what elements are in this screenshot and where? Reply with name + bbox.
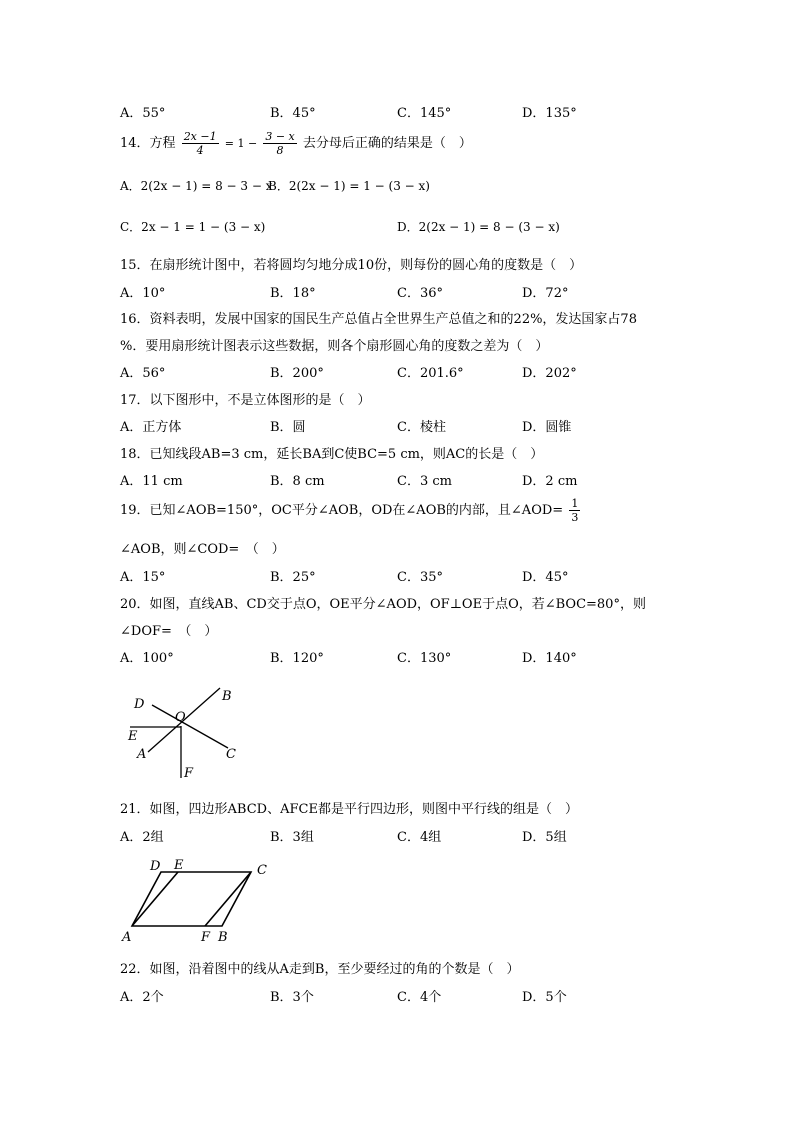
q20-stem-line2: ∠DOF= （ ） bbox=[120, 624, 218, 639]
label-e: E bbox=[128, 729, 138, 744]
q19-line1-text: 19．已知∠AOB=150°，OC平分∠AOB，OD在∠AOB的内部，且∠AOD= bbox=[120, 503, 564, 518]
q17-stem: 17．以下图形中，不是立体图形的是（ ） bbox=[120, 393, 371, 408]
q14-option-b: B．2(2x − 1) = 1 − (3 − x) bbox=[268, 179, 430, 193]
label-b: B bbox=[222, 689, 232, 704]
q13-option-c: C．145° bbox=[397, 106, 452, 121]
q22-option-c: C．4个 bbox=[397, 990, 442, 1005]
q20-option-c: C．130° bbox=[397, 651, 452, 666]
q21-option-a: A．2组 bbox=[120, 830, 164, 845]
q22-stem: 22．如图，沿着图中的线从A走到B，至少要经过的角的个数是（ ） bbox=[120, 962, 520, 977]
q20-option-b: B．120° bbox=[270, 651, 324, 666]
q18-option-d: D．2 cm bbox=[522, 474, 578, 489]
q14-stem bbox=[120, 130, 472, 157]
q19-option-b: B．25° bbox=[270, 570, 316, 585]
q17-option-a: A．正方体 bbox=[120, 420, 182, 435]
q20-stem-line1: 20．如图，直线AB、CD交于点O，OE平分∠AOD，OF⊥OE于点O，若∠BOC=80°，则 bbox=[120, 597, 646, 612]
q21-stem: 21．如图，四边形ABCD、AFCE都是平行四边形，则图中平行线的组是（ ） bbox=[120, 802, 578, 817]
label-o: O bbox=[175, 710, 186, 725]
q14-option-c: C．2x − 1 = 1 − (3 − x) bbox=[120, 220, 266, 234]
q16-option-a: A．56° bbox=[120, 366, 166, 381]
q15-option-b: B．18° bbox=[270, 286, 316, 301]
q16-stem-line2: %．要用扇形统计图表示这些数据，则各个扇形圆心角的度数之差为（ ） bbox=[120, 339, 549, 354]
q14-fraction-1 bbox=[182, 130, 219, 157]
q22-option-b: B．3个 bbox=[270, 990, 314, 1005]
q17-option-d: D．圆锥 bbox=[522, 420, 572, 435]
q21-option-c: C．4组 bbox=[397, 830, 442, 845]
q15-option-c: C．36° bbox=[397, 286, 443, 301]
q15-option-d: D．72° bbox=[522, 286, 569, 301]
q14-frac2-denominator: 8 bbox=[276, 144, 284, 157]
q21-option-b: B．3组 bbox=[270, 830, 314, 845]
label-a: A bbox=[122, 930, 132, 944]
q16-option-d: D．202° bbox=[522, 366, 577, 381]
q21-option-d: D．5组 bbox=[522, 830, 567, 845]
q17-option-b: B．圆 bbox=[270, 420, 306, 435]
q14-frac1-numerator: 2x −1 bbox=[183, 130, 217, 143]
q14-option-a: A．2(2x − 1) = 8 − 3 − x bbox=[120, 179, 273, 193]
q14-suffix: 去分母后正确的结果是（ ） bbox=[302, 136, 472, 151]
q14-frac1-denominator: 4 bbox=[196, 144, 204, 157]
q13-option-a: A．55° bbox=[120, 106, 166, 121]
q14-fraction-2 bbox=[263, 130, 296, 157]
q16-stem-line1: 16．资料表明，发展中国家的国民生产总值占全世界生产总值之和的22%，发达国家占78 bbox=[120, 312, 637, 327]
q13-option-b: B．45° bbox=[270, 106, 316, 121]
q18-option-c: C．3 cm bbox=[397, 474, 452, 489]
q22-option-d: D．5个 bbox=[522, 990, 567, 1005]
q17-option-c: C．棱柱 bbox=[397, 420, 446, 435]
q20-figure-intersecting-lines bbox=[120, 680, 250, 785]
q14-mid: = 1 − bbox=[224, 137, 258, 150]
q13-option-d: D．135° bbox=[522, 106, 577, 121]
label-c: C bbox=[257, 863, 267, 878]
label-a: A bbox=[137, 747, 147, 762]
segment-fc bbox=[205, 872, 251, 926]
q16-option-c: C．201.6° bbox=[397, 366, 464, 381]
q19-frac-numerator: 1 bbox=[571, 497, 579, 510]
q15-option-a: A．10° bbox=[120, 286, 166, 301]
label-f: F bbox=[201, 930, 211, 944]
q19-stem-line2: ∠AOB，则∠COD= （ ） bbox=[120, 542, 285, 557]
q20-option-a: A．100° bbox=[120, 651, 174, 666]
q18-stem: 18．已知线段AB=3 cm，延长BA到C使BC=5 cm，则AC的长是（ ） bbox=[120, 447, 544, 462]
q16-option-b: B．200° bbox=[270, 366, 324, 381]
q18-option-a: A．11 cm bbox=[120, 474, 183, 489]
label-d: D bbox=[150, 859, 161, 874]
label-e: E bbox=[174, 858, 184, 873]
q14-prefix: 14．方程 bbox=[120, 136, 176, 151]
q14-option-d: D．2(2x − 1) = 8 − (3 − x) bbox=[397, 220, 560, 234]
q20-option-d: D．140° bbox=[522, 651, 577, 666]
q19-frac-denominator: 3 bbox=[571, 511, 579, 524]
q14-frac2-numerator: 3 − x bbox=[265, 130, 295, 143]
label-f: F bbox=[184, 766, 194, 781]
q19-fraction bbox=[569, 497, 580, 524]
segment-ae bbox=[132, 872, 178, 926]
q22-option-a: A．2个 bbox=[120, 990, 164, 1005]
q19-option-d: D．45° bbox=[522, 570, 569, 585]
label-b: B bbox=[218, 930, 228, 944]
q15-stem: 15．在扇形统计图中，若将圆均匀地分成10份，则每份的圆心角的度数是（ ） bbox=[120, 258, 583, 273]
q18-option-b: B．8 cm bbox=[270, 474, 325, 489]
parallelogram-abcd bbox=[132, 872, 251, 926]
q19-stem-line1 bbox=[120, 497, 582, 524]
q21-figure-parallelograms bbox=[118, 852, 278, 944]
label-d: D bbox=[134, 697, 145, 712]
q19-option-a: A．15° bbox=[120, 570, 166, 585]
label-c: C bbox=[226, 747, 236, 762]
q19-option-c: C．35° bbox=[397, 570, 443, 585]
